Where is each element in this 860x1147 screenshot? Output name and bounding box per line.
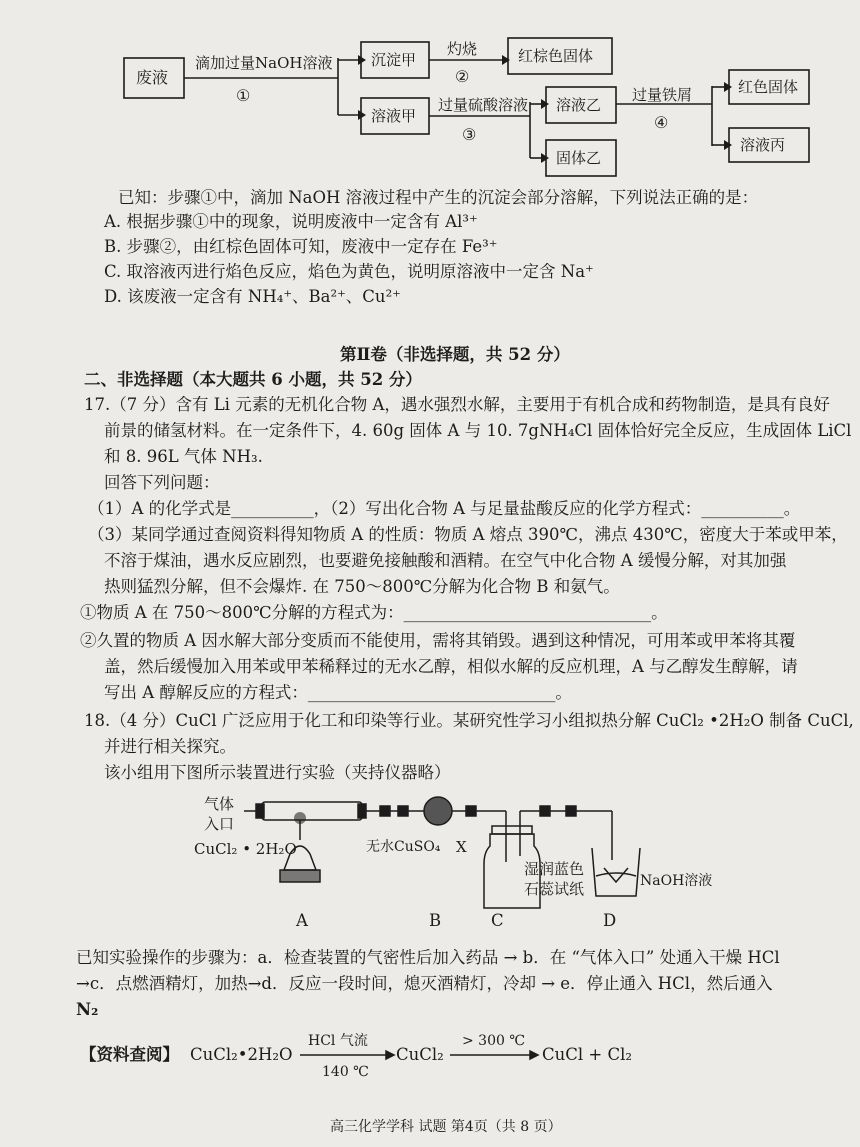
app-label-c: C [491, 911, 504, 930]
flow-step3-label: 过量硫酸溶液 [438, 96, 529, 114]
page-footer: 高三化学学科 试题 第4页（共 8 页） [330, 1119, 562, 1135]
q16-option-a: A. 根据步骤①中的现象，说明废液中一定含有 Al³⁺ [104, 212, 478, 231]
app-label-d: D [603, 911, 617, 930]
q18-steps-line1: 已知实验操作的步骤为：a．检查装置的气密性后加入药品 → b．在 “气体入口” 处通入干燥 HCl [76, 948, 780, 967]
ref-cond1-bottom: 140 ℃ [322, 1064, 369, 1080]
q16-option-d: D. 该废液一定含有 NH₄⁺、Ba²⁺、Cu²⁺ [104, 287, 401, 306]
q18-steps-line2: →c．点燃酒精灯，加热→d．反应一段时间，熄灭酒精灯，冷却 → e．停止通入 HCl，然后通入 [76, 974, 773, 993]
app-litmus-2: 石蕊试纸 [524, 880, 585, 898]
q17-line4: 回答下列问题： [104, 473, 220, 492]
app-gas-inlet-1: 气体 [204, 795, 235, 813]
q17-line7: 不溶于煤油，遇水反应剧烈，也要避免接触酸和酒精。在空气中化合物 A 缓慢分解，对其加强 [104, 551, 787, 570]
flow-step1-label: 滴加过量NaOH溶液 [195, 54, 333, 72]
q18-line2: 并进行相关探究。 [104, 737, 236, 756]
q17-line1: 17.（7 分）含有 Li 元素的无机化合物 A，遇水强烈水解，主要用于有机合成和药物制造，是具有良好 [84, 395, 830, 414]
flow-red-brown-solid: 红棕色固体 [518, 47, 594, 65]
q17-line6: （3）某同学通过查阅资料得知物质 A 的性质：物质 A 熔点 390℃，沸点 430℃，密度大于苯或甲苯， [88, 525, 848, 544]
q16-known: 已知：步骤①中，滴加 NaOH 溶液过程中产生的沉淀会部分溶解，下列说法正确的是： [118, 188, 759, 207]
ref-label: 【资料查阅】 [80, 1045, 179, 1064]
ref-mid: CuCl₂ [396, 1045, 444, 1064]
flow-solution-a: 溶液甲 [371, 107, 417, 125]
q18-steps-line3: N₂ [76, 1000, 99, 1019]
app-label-a: A [296, 911, 308, 930]
drying-bulb-b [424, 797, 452, 825]
q17-line5: （1）A 的化学式是__________，（2）写出化合物 A 与足量盐酸反应的化学方程式：__________。 [88, 499, 801, 518]
app-naoh: NaOH溶液 [640, 873, 713, 889]
flow-waste: 废液 [136, 68, 169, 87]
flow-solution-b: 溶液乙 [556, 96, 602, 114]
flow-chart [0, 0, 860, 185]
app-litmus-1: 湿润蓝色 [524, 860, 585, 878]
ref-cond1-top: HCl 气流 [308, 1033, 368, 1049]
flow-step4-label: 过量铁屑 [632, 86, 693, 104]
flow-red-solid: 红色固体 [738, 78, 799, 96]
q16-option-b: B. 步骤②，由红棕色固体可知，废液中一定存在 Fe³⁺ [104, 237, 498, 256]
app-cuso4: 无水CuSO₄ [366, 839, 441, 855]
flow-step2-num: ② [455, 67, 470, 86]
q16-option-c: C. 取溶液丙进行焰色反应，焰色为黄色，说明原溶液中一定含 Na⁺ [104, 262, 594, 281]
ref-arrows [0, 1040, 860, 1080]
flow-step4-num: ④ [654, 113, 669, 132]
ref-cond2-top: > 300 ℃ [462, 1033, 526, 1049]
q17-line11: 盖，然后缓慢加入用苯或甲苯稀释过的无水乙醇，相似水解的反应机理，A 与乙醇发生醇解，请 [104, 657, 798, 676]
q17-line8: 热则猛烈分解，但不会爆炸. 在 750～800℃分解为化合物 B 和氨气。 [104, 577, 620, 596]
q17-line12: 写出 A 醇解反应的方程式：______________________________。 [104, 683, 572, 702]
flow-solution-c: 溶液丙 [740, 136, 786, 154]
app-x-label: X [456, 838, 467, 856]
ref-start: CuCl₂•2H₂O [190, 1045, 293, 1064]
flow-step2-label: 灼烧 [447, 40, 478, 58]
q17-line3: 和 8. 96L 气体 NH₃. [104, 447, 263, 466]
part2-section: 二、非选择题（本大题共 6 小题，共 52 分） [84, 370, 422, 389]
flow-precip-a: 沉淀甲 [371, 51, 417, 69]
beaker-d [592, 848, 640, 896]
app-label-b: B [429, 911, 442, 930]
ref-end: CuCl + Cl₂ [542, 1045, 632, 1064]
flow-step3-num: ③ [462, 125, 477, 144]
app-gas-inlet-2: 入口 [204, 815, 235, 833]
tube-a [262, 802, 362, 820]
q17-line10: ②久置的物质 A 因水解大部分变质而不能使用，需将其销毁。遇到这种情况，可用苯或甲苯将其覆 [80, 631, 796, 650]
flow-step1-num: ① [236, 86, 251, 105]
q17-line9: ①物质 A 在 750～800℃分解的方程式为：______________________________。 [80, 603, 668, 622]
q18-line3: 该小组用下图所示装置进行实验（夹持仪器略） [104, 763, 451, 782]
flow-solid-b: 固体乙 [556, 149, 602, 167]
part2-title: 第Ⅱ卷（非选择题，共 52 分） [340, 345, 570, 364]
app-reagent-a: CuCl₂ • 2H₂O [194, 840, 297, 858]
q17-line2: 前景的储氢材料。在一定条件下，4. 60g 固体 A 与 10. 7gNH₄Cl 固体恰好完全反应，生成固体 LiCl [104, 421, 852, 440]
q18-line1: 18.（4 分）CuCl 广泛应用于化工和印染等行业。某研究性学习小组拟热分解 CuCl₂ •2H₂O 制备 CuCl, [84, 711, 854, 730]
